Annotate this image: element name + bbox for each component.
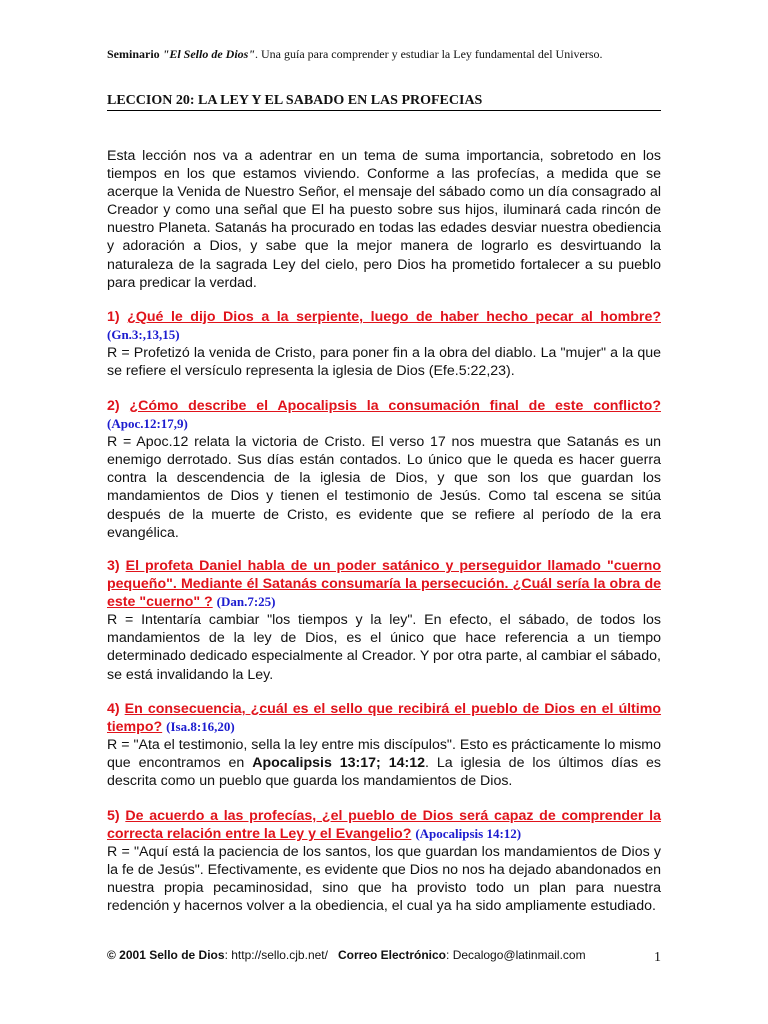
document-page xyxy=(107,0,661,1024)
page-number: 1 xyxy=(654,950,661,965)
question-number: 3) xyxy=(107,558,126,574)
question-text: El profeta Daniel habla de un poder satánico y perseguidor llamado "cuerno pequeño". Mediante él Satanás consumaría la persecución. ¿Cuál sería la obra de este "cuerno" ? xyxy=(107,558,661,611)
bible-reference: (Apoc.12:17,9) xyxy=(107,416,188,432)
copyright-text: © 2001 Sello de Dios xyxy=(107,948,225,962)
bible-reference: (Isa.8:16,20) xyxy=(166,719,235,735)
page-footer: © 2001 Sello de Dios: http://sello.cjb.net/ Correo Electrónico: Decalogo@latinmail.com xyxy=(107,948,586,962)
bible-reference: (Gn.3:,13,15) xyxy=(107,327,180,343)
question-2 xyxy=(107,397,661,542)
intro-paragraph: Esta lección nos va a adentrar en un tema de suma importancia, sobretodo en los tiempos en los que estamos viviendo. Conforme a las profecías, a medida que se acerque la Venida de Nuestro Señor, el mensaje del sábado como un día consagrado al Creador y como una señal que El ha puesto sobre sus hijos, iluminará cada rincón de nuestro Planeta. Satanás ha procurado en todas las edades desviar nuestra obediencia y adoración a Dios, y sabe que la mejor manera de lograrlo es desvirtuando la naturaleza de la sagrada Ley del cielo, pero Dios ha prometido fortalecer a su pueblo para predicar la verdad. xyxy=(107,148,661,291)
email-link[interactable]: Decalogo@latinmail.com xyxy=(452,948,586,962)
website-link[interactable]: http://sello.cjb.net/ xyxy=(231,948,328,962)
seminar-title: "El Sello de Dios" xyxy=(162,47,255,61)
bible-reference: (Dan.7:25) xyxy=(216,594,276,610)
bible-reference: (Apocalipsis 14:12) xyxy=(415,826,522,842)
question-5 xyxy=(107,807,661,916)
question-number: 1) xyxy=(107,309,128,325)
question-text: En consecuencia, ¿cuál es el sello que recibirá el pueblo de Dios en el último tiempo? xyxy=(107,701,662,736)
question-text: ¿Qué le dijo Dios a la serpiente, luego de haber hecho pecar al hombre? xyxy=(127,309,661,325)
lesson-title: LECCION 20: LA LEY Y EL SABADO EN LAS PROFECIAS xyxy=(107,92,661,111)
answer-text: R = Profetizó la venida de Cristo, para poner fin a la obra del diablo. La "mujer" a la que se refiere el versículo representa la iglesia de Dios (Efe.5:22,23). xyxy=(107,345,661,380)
question-text: ¿Cómo describe el Apocalipsis la consumación final de este conflicto? xyxy=(129,398,661,414)
question-3 xyxy=(107,557,661,684)
question-number: 2) xyxy=(107,398,130,414)
answer-emphasis: Apocalipsis 13:17; 14:12 xyxy=(252,755,425,772)
question-number: 4) xyxy=(107,701,125,717)
answer-text: R = Apoc.12 relata la victoria de Cristo. El verso 17 nos muestra que Satanás es un enemigo derrotado. Sus días están contados. Lo único que le queda es hacer guerra contra la descendencia de la iglesia de Dios, y que son los que guardan los mandamientos de Dios y tienen el testimonio de Jesús. Como tal escena se sitúa después de la muerte de Cristo, es evidente que se refiere al período de la era evangélica. xyxy=(107,434,661,541)
question-1 xyxy=(107,308,661,380)
question-text: De acuerdo a las profecías, ¿el pueblo de Dios será capaz de comprender la correcta relación entre la Ley y el Evangelio? xyxy=(107,808,661,843)
question-4 xyxy=(107,700,661,790)
answer-text: R = Intentaría cambiar "los tiempos y la ley". En efecto, el sábado, de todos los mandamientos de la ley de Dios, es el único que hace referencia a un tiempo determinado dedicado especialmente al Creador. Y por otra parte, al cambiar el sábado, se está invalidando la Ley. xyxy=(107,612,661,683)
question-number: 5) xyxy=(107,808,126,824)
running-header xyxy=(107,46,661,62)
email-label: Correo Electrónico xyxy=(337,948,447,962)
answer-text: R = "Aquí está la paciencia de los santos, los que guardan los mandamientos de Dios y la fe de Jesús". Efectivamente, es evidente que Dios no nos ha dejado abandonados en nuestra propia pecaminosidad, sino que ha provisto todo un plan para nuestra redención y hacernos volver a la obediencia, el cual ya ha sido ampliamente estudiado. xyxy=(107,844,661,915)
seminar-tagline: . Una guía para comprender y estudiar la Ley fundamental del Universo. xyxy=(255,47,603,61)
answer-text: R = "Ata el testimonio, sella la ley entre mis discípulos". Esto es prácticamente lo mismo que encontramos en Apocalipsis 13:17; 14:12. La iglesia de los últimos días es descrita como un pueblo que guarda los mandamientos de Dios. xyxy=(107,737,661,790)
seminar-label: Seminario xyxy=(107,47,163,61)
